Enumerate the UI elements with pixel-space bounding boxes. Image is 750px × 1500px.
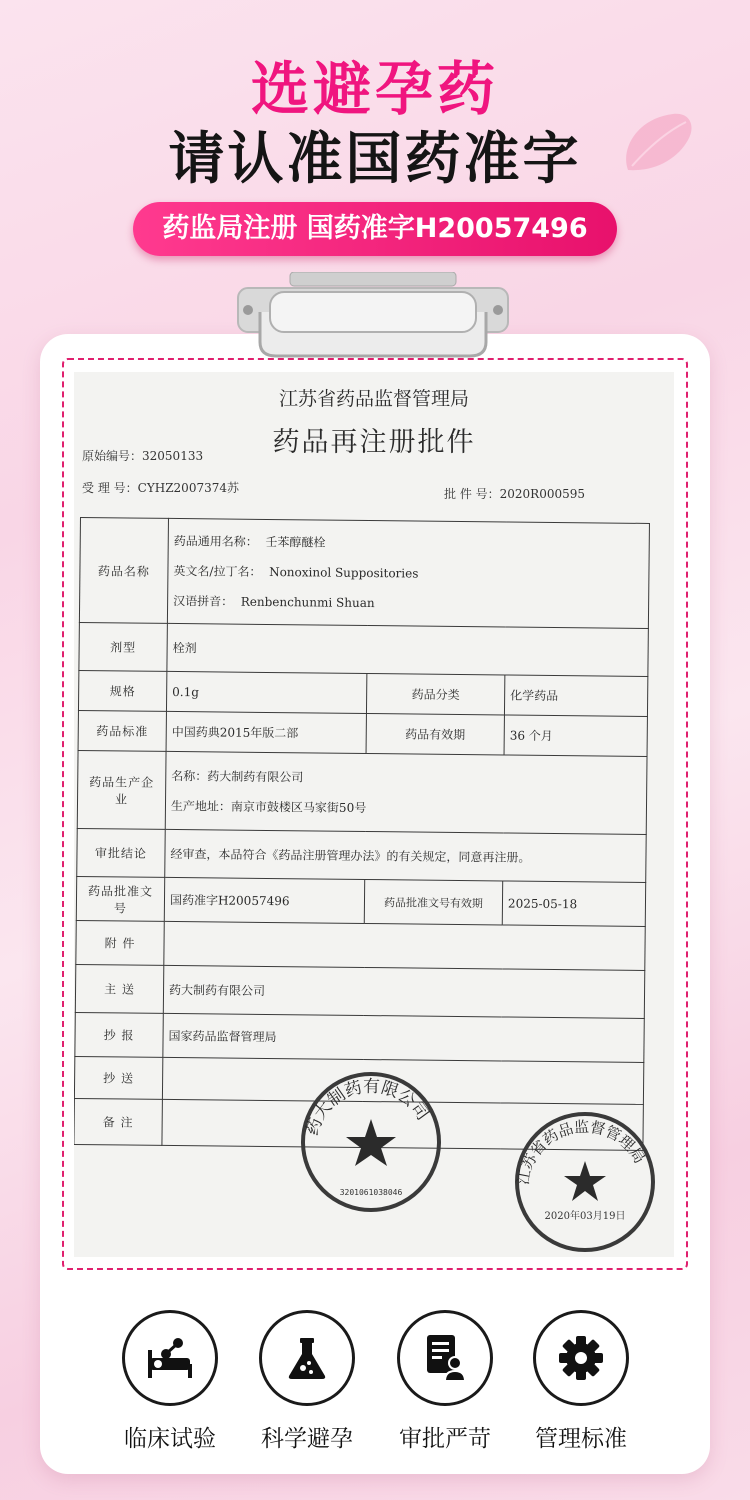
validity-value: 36 个月 (504, 715, 647, 756)
company-seal-code: 3201061038046 (339, 1188, 403, 1197)
headline-main: 请认准国药准字 (168, 127, 582, 192)
manufacturer-name: 名称：药大制药有限公司 (171, 768, 304, 784)
approval-document-icon (423, 1333, 467, 1383)
table-row: 药品批准文号 国药准字H20057496 药品批准文号有效期 2025-05-18 (76, 876, 645, 926)
spec-value: 0.1g (166, 671, 366, 713)
feature-label: 临床试验 (124, 1426, 216, 1452)
cert-title: 药品再注册批件 (272, 427, 476, 458)
agency-seal-date: 2020年03月19日 (544, 1211, 626, 1222)
petal-decoration-icon (618, 108, 698, 178)
flask-icon (283, 1334, 331, 1382)
clinical-trial-icon (144, 1336, 196, 1380)
feature-science (259, 1310, 355, 1453)
table-row: 剂型 栓剂 (79, 622, 648, 676)
table-row (79, 518, 649, 629)
registration-badge: 药监局注册 国药准字H20057496 (133, 202, 617, 256)
standard-value: 中国药典2015年版二部 (166, 711, 366, 753)
report-to-value: 国家药品监督管理局 (163, 1013, 644, 1062)
feature-label: 科学避孕 (261, 1426, 353, 1452)
approval-number: 批 件 号：2020R000595 (444, 487, 586, 501)
approval-doc-value: 国药准字H20057496 (164, 877, 364, 923)
feature-standard (533, 1310, 629, 1453)
feature-label: 管理标准 (535, 1426, 627, 1452)
approval-doc-validity-value: 2025-05-18 (502, 881, 645, 926)
drug-name-cell: 药品通用名称： 壬苯醇醚栓 英文名/拉丁名： Nonoxinol Suppositories 汉语拼音： Renbenchunmi Shuan (167, 518, 649, 628)
generic-name: 壬苯醇醚栓 (265, 534, 326, 550)
pinyin-name: Renbenchunmi Shuan (240, 594, 375, 611)
cell-label: 药品名称 (79, 518, 168, 624)
certificate-table (74, 517, 650, 1151)
headline-top: 选避孕药 (250, 55, 499, 123)
registration-certificate (74, 372, 674, 1257)
feature-clinical-trial (122, 1310, 218, 1453)
attachment-value (164, 921, 645, 970)
table-row: 附 件 (76, 920, 645, 970)
manufacturer-cell (165, 751, 647, 834)
dosage-form: 栓剂 (167, 623, 648, 676)
table-row: 审批结论 经审查，本品符合《药品注册管理办法》的有关规定，同意再注册。 (77, 828, 646, 882)
table-row: 备 注 (74, 1098, 643, 1150)
cert-agency: 江苏省药品监督管理局 (278, 388, 469, 410)
category-value: 化学药品 (504, 675, 647, 716)
table-row: 抄 报 国家药品监督管理局 (75, 1012, 644, 1062)
original-number: 原始编号：32050133 (82, 449, 204, 463)
company-seal-text: 药大制药有限公司 (302, 1076, 433, 1139)
feature-approval (397, 1310, 493, 1453)
send-to-value: 药大制药有限公司 (163, 965, 644, 1018)
table-row: 抄 送 (74, 1056, 643, 1104)
manufacturer-address: 生产地址：南京市鼓楼区马家街50号 (170, 798, 367, 815)
table-row: 主 送 药大制药有限公司 (75, 964, 644, 1018)
table-row: 药品标准 中国药典2015年版二部 药品有效期 36 个月 (78, 710, 647, 756)
clipboard-clip-icon (232, 272, 514, 358)
conclusion-value: 经审查，本品符合《药品注册管理办法》的有关规定，同意再注册。 (165, 829, 646, 882)
table-row: 药品生产企业 名称：药大制药有限公司 生产地址：南京市鼓楼区马家街50号 (77, 750, 647, 834)
agency-seal (510, 1107, 660, 1257)
agency-seal-text: 江苏省药品监督管理局 (513, 1117, 649, 1187)
gear-icon (557, 1334, 605, 1382)
english-name: Nonoxinol Suppositories (269, 564, 419, 581)
company-seal (296, 1067, 446, 1217)
table-row: 规格 0.1g 药品分类 化学药品 (78, 670, 647, 716)
feature-label: 审批严苛 (399, 1426, 491, 1452)
acceptance-number: 受 理 号：CYHZ2007374苏 (82, 481, 239, 495)
